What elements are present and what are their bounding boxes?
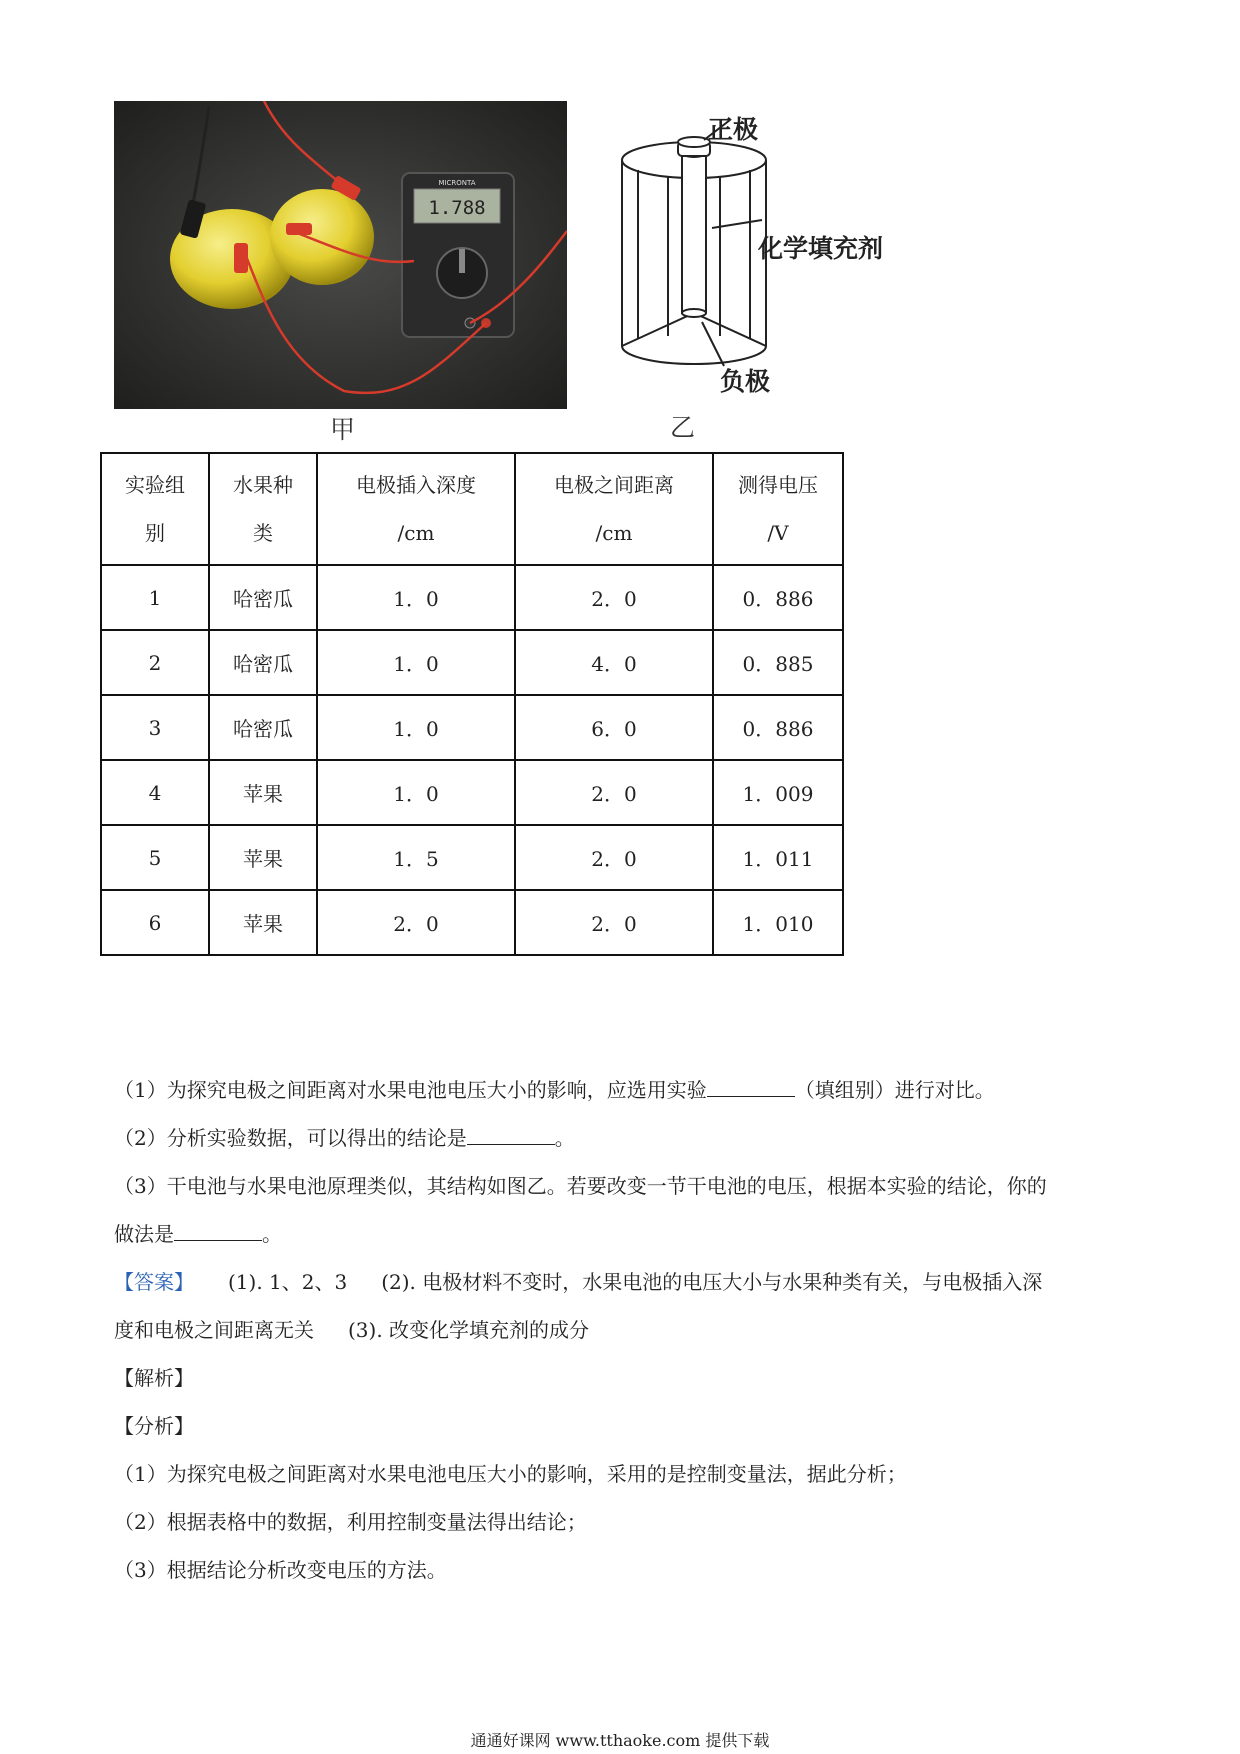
table-cell: 1．0 [317,565,515,630]
table-cell: 6．0 [515,695,713,760]
table-cell: 1 [101,565,209,630]
table-cell: 1．011 [713,825,843,890]
table-cell: 2．0 [317,890,515,955]
answer-blank [467,1120,555,1145]
table-cell: 苹果 [209,890,317,955]
table-cell: 1．5 [317,825,515,890]
table-row [101,565,843,630]
question-2: （2）分析实验数据，可以得出的结论是 。 [114,1114,1134,1162]
label-chemical-filler: 化学填充剂 [758,234,884,263]
table-cell: 0．885 [713,630,843,695]
analysis-item: （2）根据表格中的数据，利用控制变量法得出结论； [114,1510,587,1534]
table-cell: 0．886 [713,695,843,760]
table-row [101,630,843,695]
label-positive-electrode: 正极 [708,115,759,144]
table-cell: 4 [101,760,209,825]
table-cell: 2．0 [515,760,713,825]
table-cell: 2．0 [515,890,713,955]
table-cell: 1．0 [317,630,515,695]
table-cell: 3 [101,695,209,760]
table-cell: 1．0 [317,760,515,825]
table-cell: 1．009 [713,760,843,825]
answer-tag: 【答案】 [114,1270,194,1294]
table-row [101,825,843,890]
table-row [101,695,843,760]
table-cell: 5 [101,825,209,890]
answer-section: 【答案】 (1). 1、2、3 (2). 电极材料不变时，水果电池的电压大小与水果种类有关，与电极插入深 度和电极之间距离无关 (3). 改变化学填充剂的成分 [114,1270,1043,1342]
table-cell: 2 [101,630,209,695]
meter-reading: 1.788 [428,197,486,219]
header-cell: 电极之间距离 /cm [515,453,713,565]
table-cell: 哈密瓜 [209,630,317,695]
question-1: （1）为探究电极之间距离对水果电池电压大小的影响，应选用实验 （填组别）进行对比。 [114,1066,1134,1114]
question-3: （3）干电池与水果电池原理类似，其结构如图乙。若要改变一节干电池的电压，根据本实验的结论，你的 做法是 。 [114,1174,1047,1246]
answer-blank [707,1072,795,1097]
table-cell: 0．886 [713,565,843,630]
table-cell: 6 [101,890,209,955]
header-cell: 测得电压 /V [713,453,843,565]
table-cell: 1．010 [713,890,843,955]
experiment-table [100,452,844,956]
table-cell: 2．0 [515,565,713,630]
table-row [101,760,843,825]
meter-brand: MICRONTA [438,179,476,187]
analysis-item: （1）为探究电极之间距离对水果电池电压大小的影响，采用的是控制变量法，据此分析； [114,1462,907,1486]
answer-blank [174,1216,262,1241]
table-cell: 哈密瓜 [209,565,317,630]
fruit-battery-photo [114,101,567,409]
analysis-tag: 【解析】 [114,1366,194,1390]
table-cell: 苹果 [209,760,317,825]
table-cell: 4．0 [515,630,713,695]
table-row [101,890,843,955]
analysis-item: （3）根据结论分析改变电压的方法。 [114,1558,447,1582]
page-footer: 通通好课网 www.tthaoke.com 提供下载 [470,1731,770,1750]
analysis-subtag: 【分析】 [114,1414,194,1438]
header-cell: 电极插入深度 /cm [317,453,515,565]
figure-caption-yi: 乙 [670,413,696,442]
label-negative-electrode: 负极 [720,367,771,396]
figure-caption-jia: 甲 [330,415,356,444]
header-cell: 实验组 别 [101,453,209,565]
table-cell: 2．0 [515,825,713,890]
table-cell: 1．0 [317,695,515,760]
table-cell: 哈密瓜 [209,695,317,760]
table-header-row [101,453,843,565]
table-cell: 苹果 [209,825,317,890]
header-cell: 水果种 类 [209,453,317,565]
